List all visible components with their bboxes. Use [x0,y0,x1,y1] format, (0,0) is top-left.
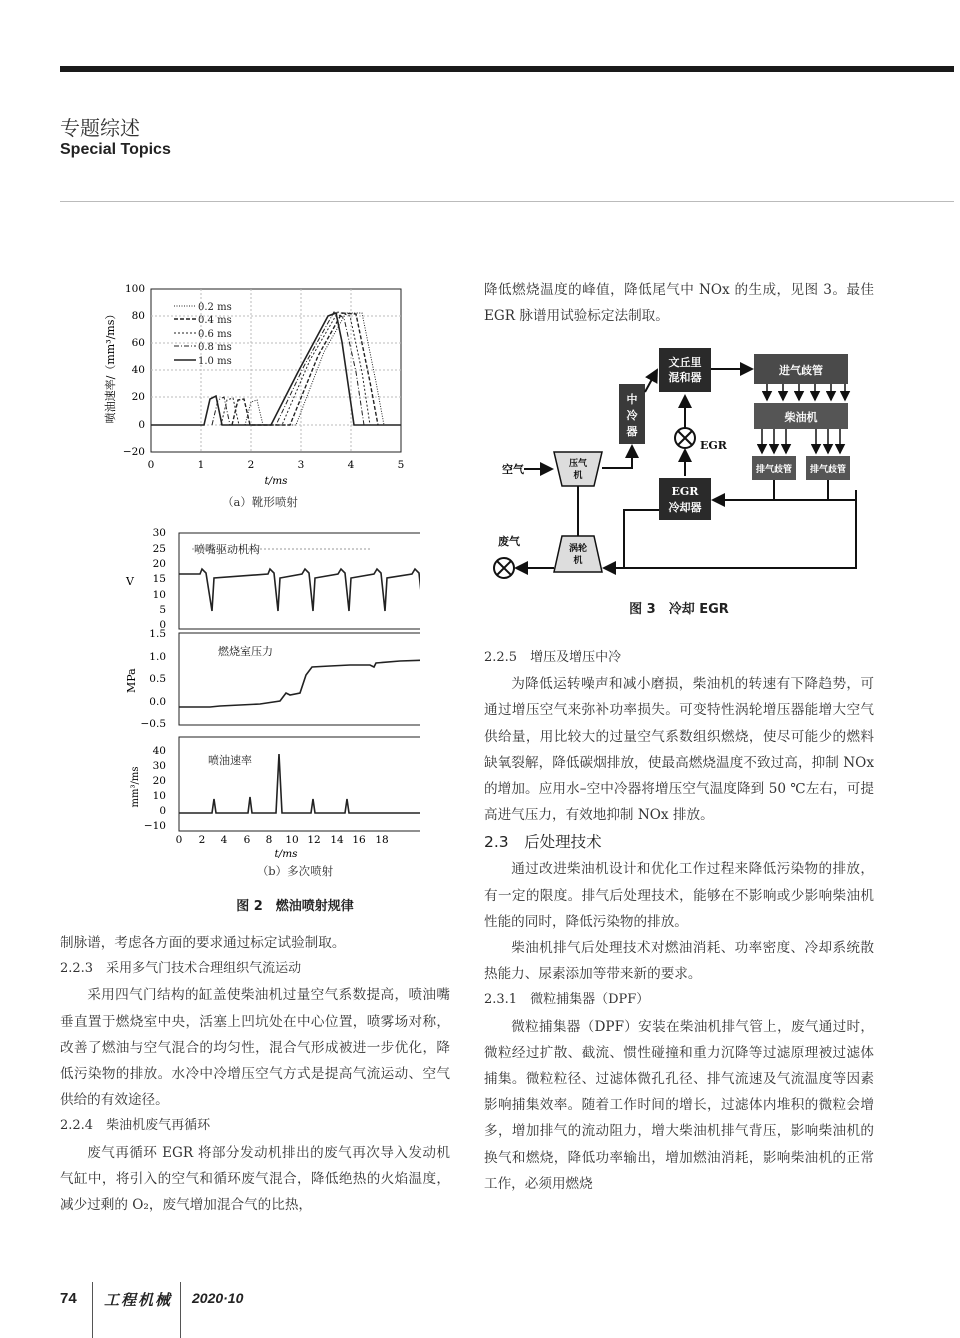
subsection-heading: 2.2.3 采用多气门技术合理组织气流运动 [60,961,302,977]
footer-divider [180,1282,181,1338]
fig2a-xtick: 5 [397,459,405,471]
fig2-caption: 图 2 燃油喷射规律 [236,899,354,914]
fig2b-p3-ytick: 0 [159,805,166,817]
fig2a-xtick: 0 [147,459,155,471]
fig2b-xtick: 12 [307,834,321,846]
fig2b-p1-ytick: 10 [152,589,166,601]
fig2b-p2-ytick: 1.5 [149,628,166,640]
turbine-label-1: 涡轮 [568,544,588,554]
fig2a-xtick: 1 [197,459,205,471]
intercooler-label-1: 中 [626,393,638,406]
paragraph: 降低燃烧温度的峰值，降低尾气中 NOx 的生成，见图 3。最佳 EGR 脉谱用试验标定法制取。 [484,282,874,325]
fig2b-p3-ytick: 30 [152,760,166,772]
fig2a-ytick: 40 [131,364,145,376]
fig2b-subcaption: （b）多次喷射 [256,864,334,878]
venturi-label-1: 文丘里 [668,356,702,369]
fig2a-ytick: 100 [124,283,145,295]
intercooler-label-2: 冷 [626,409,638,422]
section-heading: 2.3 后处理技术 [484,833,602,852]
fig3-diagram [484,340,864,590]
fig2b-xtick: 0 [175,834,183,846]
fig2b-chart [100,525,420,860]
intake-manifold-label: 进气歧管 [779,364,823,377]
left-column [60,930,450,1218]
fig2b-p3-ytick: −10 [143,820,166,832]
fig2b-p2-ytick: 0.0 [149,696,166,708]
egr-valve-label: EGR [700,439,727,452]
fig2a-xlabel: t/ms [264,475,288,487]
fig2b-xtick: 2 [198,834,206,846]
compressor-label-1: 压气 [568,459,588,469]
fig2b-p1-ytick: 20 [152,558,166,570]
fig2a-ytick: −20 [122,446,145,458]
fig2b-p3-ylabel: mm³/ms [130,766,141,808]
fig2b-p1-ytick: 30 [152,527,166,539]
fig2b-xtick: 10 [285,834,299,846]
fig2b-p2-label: 燃烧室压力 [218,645,273,658]
fig2b-xtick: 18 [375,834,389,846]
fig2a-subcaption: （a）靴形喷射 [222,495,298,509]
fig2b-p1-ytick: 25 [152,543,166,555]
fig2b-xtick: 8 [265,834,273,846]
turbine-label-2: 机 [573,556,583,566]
paragraph: 微粒捕集器（DPF）安装在柴油机排气管上，废气通过时，微粒经过扩散、截流、惯性碰撞和重力沉降等过滤原理被过滤体捕集。微粒粒径、过滤体微孔孔径、排气流速及气流温度等因素影响捕集效率。随着工作时间的增长，过滤体内堆积的微粒会增多，增加排气的流动阻力，增大柴油机排气背压，影响柴油机的换气和燃烧，降低功率输出，增加燃油消耗，影响柴油机的正常工作，必须用燃烧 [484,1018,874,1192]
subsection-heading: 2.3.1 微粒捕集器（DPF） [484,992,650,1008]
subsection-heading: 2.2.5 增压及增压中冷 [484,650,622,665]
exhaust-gas-label: 废气 [498,535,520,548]
magazine-name: 工程机械 [104,1291,173,1309]
fig2a-ytick: 0 [138,419,145,431]
paragraph: 柴油机排气后处理技术对燃油消耗、功率密度、冷却系统散热能力、尿素添加等带来新的要求。 [484,940,874,983]
fig2a-ytick: 60 [131,337,145,349]
fig2a-ylabel: 喷油速率/（mm³/ms） [104,308,117,424]
fig2b-xtick: 6 [243,834,251,846]
egr-cooler-label-1: EGR [671,485,699,498]
fig2b-p2-trace [179,659,420,707]
fig2b-xtick: 4 [220,834,228,846]
fig2b-p1-trace [179,569,420,611]
intercooler-label-3: 器 [626,425,638,438]
fig2b-p3-ytick: 10 [152,790,166,802]
turbine-shape [554,536,602,572]
header-rule [60,201,954,202]
paragraph: 采用四气门结构的缸盖使柴油机过量空气系数提高，喷油嘴垂直置于燃烧室中央，活塞上凹坑处在中心位置，喷雾场对称，改善了燃油与空气混合的均匀性，混合气形成被进一步优化，降低污染物的排放。水冷中冷增压空气方式是提高气流运动、空气供给的有效途径。 [60,987,450,1109]
exhaust-manifold-1-label: 排气歧管 [755,465,793,475]
fig2a-series-0-4ms [232,313,378,425]
fig2b-p1-ytick: 5 [159,604,166,616]
top-rule [60,66,954,72]
fig2b-p1-ylabel: V [126,575,134,588]
paragraph: 通过改进柴油机设计和优化工作过程来降低污染物的排放，有一定的限度。排气后处理技术，能够在不影响或少影响柴油机性能的同时，降低污染物的排放。 [484,861,874,930]
fig2a-ytick: 20 [131,391,145,403]
fig2b-p2-ytick: −0.5 [140,718,166,730]
subsection-heading: 2.2.4 柴油机废气再循环 [60,1118,211,1134]
fig2a-legend-entry: 1.0 ms [198,356,232,367]
section-title-en: Special Topics [60,141,171,158]
fig2a-series-0-6ms [221,312,370,425]
fig2b-xlabel: t/ms [274,848,298,860]
fig2a-xtick: 3 [297,459,305,471]
fig2b-xtick: 16 [352,834,366,846]
fig2b-p2-ytick: 0.5 [149,673,166,685]
fig2a-legend-entry: 0.8 ms [198,342,232,353]
fig2b-xtick: 14 [330,834,344,846]
fig2b-p1-ytick: 15 [152,573,166,585]
fig2b-p1-ytick: 0 [159,619,166,631]
fig2a-series-1-0ms [151,313,401,425]
fig2b-p3-label: 喷油速率 [208,754,252,767]
fig2b-p3-ytick: 20 [152,775,166,787]
venturi-label-2: 混和器 [668,371,702,384]
paragraph: 废气再循环 EGR 将部分发动机排出的废气再次导入发动机气缸中，将引入的空气和循环废气混合，降低绝热的火焰温度，减少过剩的 O₂，废气增加混合气的比热， [60,1144,450,1214]
egr-cooler-label-2: 冷却器 [668,501,702,514]
fig2a-legend-entry: 0.4 ms [198,315,232,326]
fig2a-legend-entry: 0.2 ms [198,302,232,313]
engine-label: 柴油机 [784,411,818,424]
page-number: 74 [60,1290,77,1307]
air-label: 空气 [502,463,524,476]
section-title-cn: 专题综述 [60,116,140,140]
fig2a-series-0-2ms [245,313,384,425]
right-column-top [484,277,874,329]
fig3-caption: 图 3 冷却 EGR [629,602,729,617]
fig2a-xtick: 4 [347,459,355,471]
fig2b-p1-label: 喷嘴驱动机构 [194,543,260,556]
fig2a-ytick: 80 [131,310,145,322]
right-column-body [484,645,874,1197]
fig2a-series-0-8ms [212,312,364,425]
footer-divider [92,1282,93,1338]
exhaust-manifold-2-label: 排气歧管 [809,465,847,475]
fig2a-xtick: 2 [247,459,255,471]
venturi-mixer-box [659,348,711,392]
fig2a-legend-entry: 0.6 ms [198,329,232,340]
issue-number: 2020·10 [192,1290,244,1306]
fig2a-chart [100,282,420,512]
compressor-label-2: 机 [573,471,583,481]
paragraph: 为降低运转噪声和减小磨损，柴油机的转速有下降趋势，可通过增压空气来弥补功率损失。可变特性涡轮增压器能增大空气供给量，用比较大的过量空气系数组织燃烧，使尽可能少的燃料缺氧裂解，降低碳烟排放，使最高燃烧温度不致过高，抑制 NOx 的增加。应用水–空中冷器将增压空气温度降到 50 ℃左右，可提高进气压力，有效地抑制 NOx 排放。 [484,676,874,824]
paragraph: 制脉谱，考虑各方面的要求通过标定试验制取。 [60,935,346,951]
fig2b-p2-ytick: 1.0 [149,651,166,663]
fig2b-p3-ytick: 40 [152,745,166,757]
fig2b-p2-ylabel: MPa [125,668,138,693]
